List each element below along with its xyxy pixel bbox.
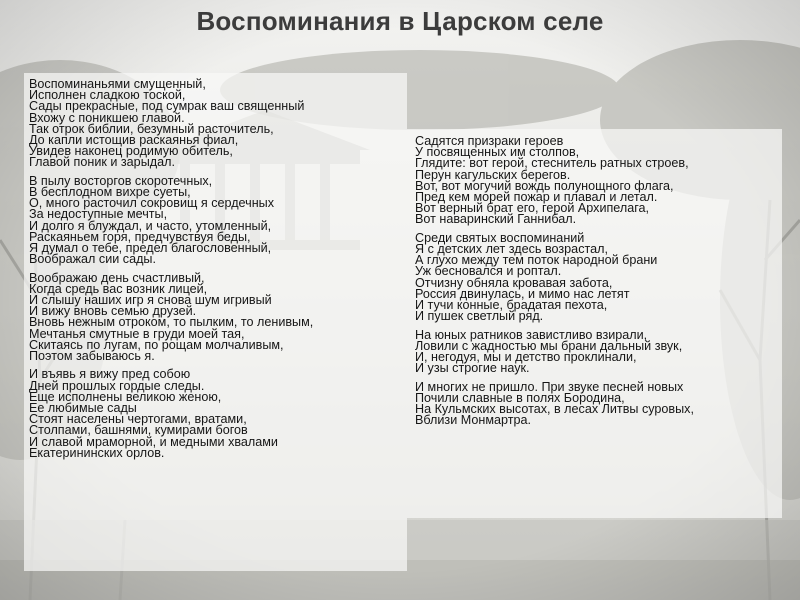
poem-line: Увидев наконец родимую обитель, [29, 144, 233, 159]
poem-line: Главой поник и зарыдал. [29, 155, 175, 170]
poem-line: Столпами, башнями, кумирами богов [29, 423, 248, 438]
poem-line: Воображаю день счастливый, [29, 270, 205, 285]
poem-line: Вот верный брат его, герой Архипелага, [415, 201, 650, 216]
stanza [415, 379, 782, 428]
poem-line: Глядите: вот герой, стеснитель ратных строев, [415, 156, 689, 171]
poem-line: В бесплодном вихре суеты, [29, 185, 191, 200]
poem-line: Воспоминаньями смущенный, [29, 77, 206, 91]
poem-line: И слышу наших игр я снова шум игривый [29, 293, 272, 308]
stanza [29, 270, 407, 364]
poem-line: И многих не пришло. При звуке песней новых [415, 379, 684, 394]
poem-line: Среди святых воспоминаний [415, 230, 585, 245]
stanza [415, 230, 782, 324]
page-title: Воспоминания в Царском селе [196, 6, 604, 36]
poem-line: И, негодуя, мы и детство проклинали, [415, 350, 637, 365]
poem-line: Дней прошлых гордые следы. [29, 378, 205, 393]
poem-line: Ее любимые сады [29, 401, 137, 416]
poem-line: Ловили с жадностью мы брани дальный звук, [415, 338, 683, 353]
stanza [29, 173, 407, 267]
poem-line: На Кульмских высотах, в лесах Литвы суровых, [415, 402, 694, 417]
poem-line: Раскаяньем горя, предчувствуя беды, [29, 229, 251, 244]
poem-line: О, много расточил сокровищ я сердечных [29, 196, 275, 211]
poem-line: Садятся призраки героев [415, 134, 564, 148]
poem-line: И пушек светлый ряд. [415, 309, 544, 324]
poem-column-left [24, 73, 407, 571]
stanza [415, 136, 782, 226]
poem-line: И славой мраморной, и медными хвалами [29, 434, 278, 449]
poem-line: Вхожу с поникшею главой. [29, 110, 185, 125]
poem-line: Еще исполнены великою женою, [29, 389, 222, 404]
poem-line: Пред кем морей пожар и плавал и летал. [415, 190, 658, 205]
poem-line: Екатерининских орлов. [29, 445, 165, 460]
poem-line: Мечтанья смутные в груди моей тая, [29, 326, 245, 341]
poem-line: Перун кагульских берегов. [415, 167, 571, 182]
poem-line: Поэтом забываюсь я. [29, 349, 155, 364]
stanza [29, 79, 407, 169]
poem-line: Воображал сии сады. [29, 252, 156, 267]
poem-line: У посвященных им столпов, [415, 145, 580, 160]
stanza [415, 327, 782, 376]
poem-line: Когда средь вас возник лицей, [29, 281, 208, 296]
poem-line: И узы строгие наук. [415, 361, 530, 376]
poem-line: Вот наваринский Ганнибал. [415, 212, 577, 227]
poem-line: И вижу вновь семью друзей. [29, 304, 197, 319]
poem-line: Сады прекрасные, под сумрак ваш священный [29, 99, 305, 114]
poem-line: Уж бесновался и роптал. [415, 264, 562, 279]
poem-line: Я думал о тебе, предел благословенный, [29, 241, 272, 256]
poem-column-right [407, 129, 782, 518]
poem-line: На юных ратников завистливо взирали, [415, 327, 648, 342]
poem-line: Вновь нежным отроком, то пылким, то ленивым, [29, 315, 314, 330]
poem-line: До капли истощив раскаянья фиал, [29, 133, 239, 148]
poem-line: Стоят населены чертогами, вратами, [29, 412, 247, 427]
poem-line: Россия двинулась, и мимо нас летят [415, 286, 630, 301]
poem-line: Так отрок библии, безумный расточитель, [29, 121, 274, 136]
poem-line: Вблизи Монмартра. [415, 413, 531, 428]
poem-line: За недоступные мечты, [29, 207, 168, 222]
poem-line: В пылу восторгов скоротечных, [29, 173, 213, 188]
poem-line: Я с детских лет здесь возрастал, [415, 242, 608, 257]
poem-line: И въявь я вижу пред собою [29, 367, 191, 382]
poem-line: И долго я блуждал, и часто, утомленный, [29, 218, 272, 233]
poem-line: Вот, вот могучий вождь полунощного флага, [415, 178, 674, 193]
poem-line: Скитаясь по лугам, по рощам молчаливым, [29, 337, 284, 352]
poem-line: Почили славные в полях Бородина, [415, 390, 625, 405]
poem-line: Отчизну обняла кровавая забота, [415, 275, 613, 290]
poem-line: А глухо между тем поток народной брани [415, 253, 658, 268]
poem-line: И тучи конные, брадатая пехота, [415, 298, 608, 313]
poem-line: Исполнен сладкою тоской, [29, 88, 186, 103]
stanza [29, 369, 407, 459]
